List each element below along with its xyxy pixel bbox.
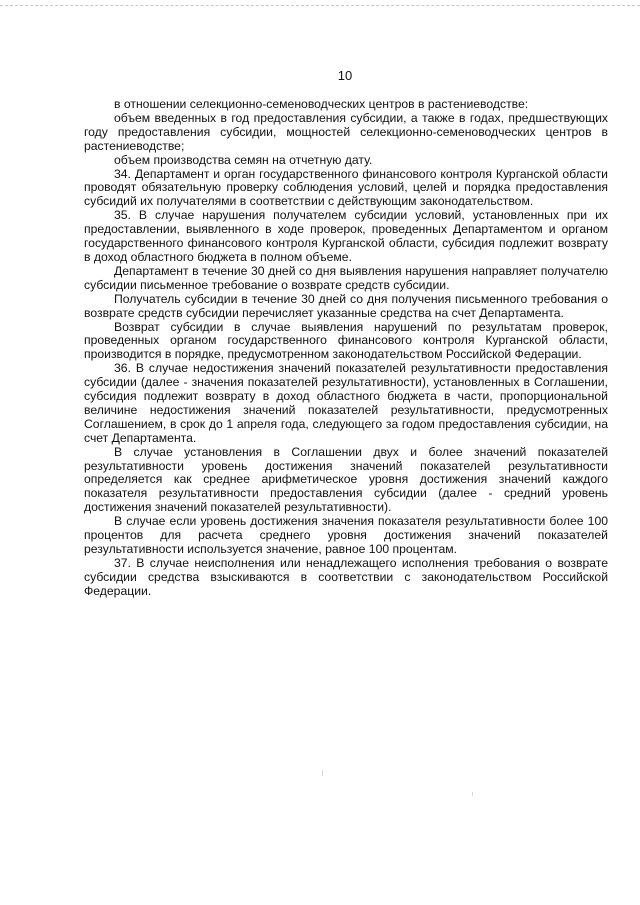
paragraph: в отношении селекционно-семеноводческих центров в растениеводстве: [114, 97, 529, 111]
paragraph: 37. В случае неисполнения или ненадлежащего исполнения требования о возврате субсидии средства взыскиваются в соответствии с законодательством Российской Федерации. [84, 555, 608, 598]
paragraph: объем производства семян на отчетную дату. [114, 152, 373, 167]
document-body [84, 98, 608, 599]
paragraph: Получатель субсидии в течение 30 дней со дня получения письменного требования о возврате средств субсидии перечисляет указанные средства на счет Департамента. [84, 291, 608, 320]
scan-speck [472, 792, 473, 796]
paragraph: В случае установления в Соглашении двух и более значений показателей результативности уровень достижения значений показателей результативности определяется как среднее арифметическое уровня достижения значений каждого показателя результативности предоставления субсидии (далее - средний уровень достижения значений показателей результативности). [84, 444, 608, 515]
scan-edge-line [0, 5, 640, 6]
paragraph: Департамент в течение 30 дней со дня выявления нарушения направляет получателю субсидии письменное требование о возврате средств субсидии. [84, 263, 608, 292]
paragraph: В случае если уровень достижения значения показателя результативности более 100 процентов для расчета среднего уровня достижения значений показателей результативности используется значение, равное 100 процентам. [84, 514, 608, 556]
paragraph: 36. В случае недостижения значений показателей результативности предоставления субсидии (далее - значения показателей результативности), установленных в Соглашении, субсидия подлежит возврату в доход областного бюджета в части, пропорциональной величине недостижения значений показателей результативности, предусмотренных Соглашением, в срок до 1 апреля года, следующего за годом предоставления субсидии, на счет Департамента. [84, 361, 608, 445]
paragraph: объем введенных в год предоставления субсидии, а также в годах, предшествующих году предоставления субсидии, мощностей селекционно-семеноводческих центров в растениеводстве; [84, 110, 608, 153]
scan-speck [322, 770, 323, 776]
paragraph: Возврат субсидии в случае выявления нарушений по результатам проверок, проведенных органом государственного финансового контроля Курганской области, производится в порядке, предусмотренном законодательством Российской Федерации. [84, 319, 608, 362]
paragraph: 34. Департамент и орган государственного финансового контроля Курганской области проводят обязательную проверку соблюдения условий, целей и порядка предоставления субсидий их получателями в соответствии с действующим законодательством. [84, 166, 608, 209]
paragraph: 35. В случае нарушения получателем субсидии условий, установленных при их предоставлении, выявленного в ходе проверок, проведенных Департаментом и органом государственного финансового контроля Курганской области, субсидия подлежит возврату в доход областного бюджета в полном объеме. [84, 208, 608, 264]
page-number: 10 [337, 68, 353, 83]
